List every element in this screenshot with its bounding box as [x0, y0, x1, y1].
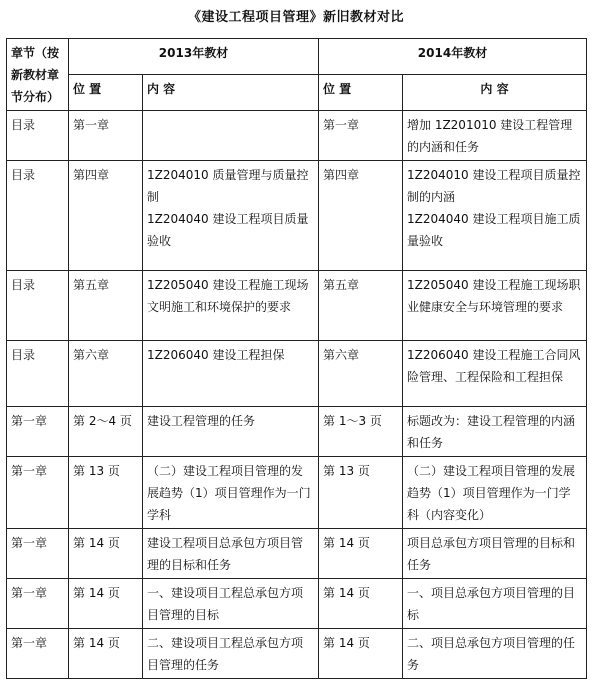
content-line: 标题改为：建设工程管理的内涵和任务: [407, 414, 576, 450]
section-cell: 第一章: [7, 529, 69, 579]
old-position-cell: 第六章: [69, 341, 143, 407]
table-row: [7, 579, 587, 629]
document-title: 《建设工程项目管理》新旧教材对比: [187, 10, 404, 25]
table-row: [7, 111, 587, 161]
new-content-cell: [403, 529, 587, 579]
new-position-cell: 第 14 页: [319, 579, 403, 629]
new-content-cell: [403, 407, 587, 457]
old-position-cell: 第一章: [69, 111, 143, 161]
new-edition-header: 2014年教材: [319, 39, 587, 75]
table-row: [7, 161, 587, 271]
table-row: [7, 529, 587, 579]
content-line: 项目总承包方项目管理的目标和任务: [407, 536, 576, 572]
new-position-cell: 第五章: [319, 271, 403, 341]
new-position-cell: 第六章: [319, 341, 403, 407]
section-cell: 目录: [7, 271, 69, 341]
content-line: 二、项目总承包方项目管理的任务: [407, 636, 576, 672]
content-line: 一、建设项目工程总承包方项目管理的目标: [147, 586, 304, 622]
content-line: （二）建设工程项目管理的发展趋势（1）项目管理作为一门学科（内容变化）: [407, 464, 576, 522]
old-position-cell: 第 14 页: [69, 629, 143, 679]
new-content-cell: [403, 111, 587, 161]
table-row: [7, 271, 587, 341]
new-content-cell: [403, 161, 587, 271]
section-cell: 目录: [7, 341, 69, 407]
section-cell: 第一章: [7, 579, 69, 629]
old-edition-header: 2013年教材: [69, 39, 319, 75]
new-position-cell: 第 14 页: [319, 529, 403, 579]
content-line: （二）建设工程项目管理的发展趋势（1）项目管理作为一门学科: [147, 464, 311, 522]
new-position-cell: 第四章: [319, 161, 403, 271]
old-content-cell: [143, 407, 319, 457]
content-line: 1Z206040 建设工程施工合同风险管理、工程保险和工程担保: [407, 348, 581, 384]
old-position-header: 位 置: [69, 75, 143, 111]
old-content-header: 内 容: [143, 75, 319, 111]
old-content-cell: [143, 161, 319, 271]
new-content-cell: [403, 579, 587, 629]
old-content-cell: [143, 529, 319, 579]
content-line: 1Z204010 建设工程项目质量控制的内涵: [407, 168, 581, 204]
old-content-cell: [143, 629, 319, 679]
section-cell: 第一章: [7, 629, 69, 679]
old-content-cell: [143, 579, 319, 629]
old-position-cell: 第 14 页: [69, 529, 143, 579]
content-line: 1Z204040 建设工程项目质量验收: [147, 212, 309, 248]
new-position-cell: 第一章: [319, 111, 403, 161]
old-position-cell: 第 14 页: [69, 579, 143, 629]
old-content-cell: [143, 457, 319, 529]
old-position-cell: 第五章: [69, 271, 143, 341]
new-position-cell: 第 14 页: [319, 629, 403, 679]
table-header-row: [7, 39, 587, 75]
content-line: 1Z206040 建设工程担保: [147, 348, 285, 362]
content-line: 建设工程项目总承包方项目管理的目标和任务: [147, 536, 304, 572]
old-content-cell: [143, 341, 319, 407]
old-content-cell: [143, 271, 319, 341]
new-content-header: 内 容: [403, 75, 587, 111]
content-line: 1Z205040 建设工程施工现场职业健康安全与环境管理的要求: [407, 278, 581, 314]
new-content-cell: [403, 341, 587, 407]
old-position-cell: 第四章: [69, 161, 143, 271]
comparison-table: [6, 38, 587, 679]
new-position-header: 位 置: [319, 75, 403, 111]
table-row: [7, 457, 587, 529]
new-position-cell: 第 1～3 页: [319, 407, 403, 457]
content-line: 1Z205040 建设工程施工现场文明施工和环境保护的要求: [147, 278, 309, 314]
old-position-cell: 第 13 页: [69, 457, 143, 529]
content-line: 建设工程管理的任务: [147, 414, 256, 428]
table-row: [7, 407, 587, 457]
section-cell: 目录: [7, 111, 69, 161]
content-line: 增加 1Z201010 建设工程管理的内涵和任务: [407, 118, 573, 154]
old-position-cell: 第 2～4 页: [69, 407, 143, 457]
section-cell: 第一章: [7, 407, 69, 457]
table-row: [7, 341, 587, 407]
table-subheader-row: [7, 75, 587, 111]
content-line: 1Z204010 质量管理与质量控制: [147, 168, 309, 204]
content-line: 一、项目总承包方项目管理的目标: [407, 586, 576, 622]
section-header: 章节（按新教材章节分布）: [7, 39, 69, 111]
table-row: [7, 629, 587, 679]
content-line: 二、建设项目工程总承包方项目管理的任务: [147, 636, 304, 672]
section-cell: 目录: [7, 161, 69, 271]
new-content-cell: [403, 271, 587, 341]
section-cell: 第一章: [7, 457, 69, 529]
content-line: 1Z204040 建设工程项目施工质量验收: [407, 212, 581, 248]
new-position-cell: 第 13 页: [319, 457, 403, 529]
table-body: [7, 111, 587, 679]
new-content-cell: [403, 457, 587, 529]
new-content-cell: [403, 629, 587, 679]
old-content-cell: [143, 111, 319, 161]
